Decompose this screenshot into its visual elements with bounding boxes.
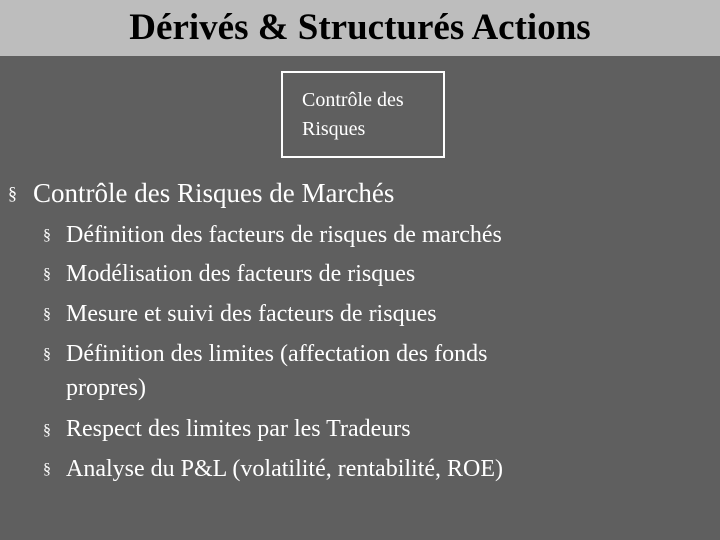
- bullet-icon: §: [43, 461, 51, 478]
- bullet-icon: §: [43, 422, 51, 439]
- section-label: [302, 86, 442, 144]
- section-label-box: [281, 71, 445, 158]
- sub-bullet: Analyse du P&L (volatilité, rentabilité, ROE): [66, 456, 504, 482]
- bullet-icon: §: [8, 183, 17, 203]
- bullet-icon: §: [43, 346, 51, 363]
- sub-bullet: Mesure et suivi des facteurs de risques: [66, 301, 437, 327]
- sub-bullet: Définition des facteurs de risques de marchés: [66, 222, 502, 248]
- sub-bullet: Définition des limites (affectation des fonds: [66, 341, 488, 367]
- bullet-icon: §: [43, 306, 51, 323]
- slide-title: Dérivés & Structurés Actions: [129, 7, 591, 48]
- main-bullet: Contrôle des Risques de Marchés: [33, 178, 395, 208]
- sub-bullet: Modélisation des facteurs de risques: [66, 261, 416, 287]
- bullet-icon: §: [43, 227, 51, 244]
- section-label-line-2: Risques: [302, 118, 366, 140]
- bullet-icon: §: [43, 266, 51, 283]
- sub-bullet-continuation: propres): [66, 375, 146, 401]
- sub-bullet: Respect des limites par les Tradeurs: [66, 416, 411, 442]
- section-label-line-1: Contrôle des: [302, 89, 404, 111]
